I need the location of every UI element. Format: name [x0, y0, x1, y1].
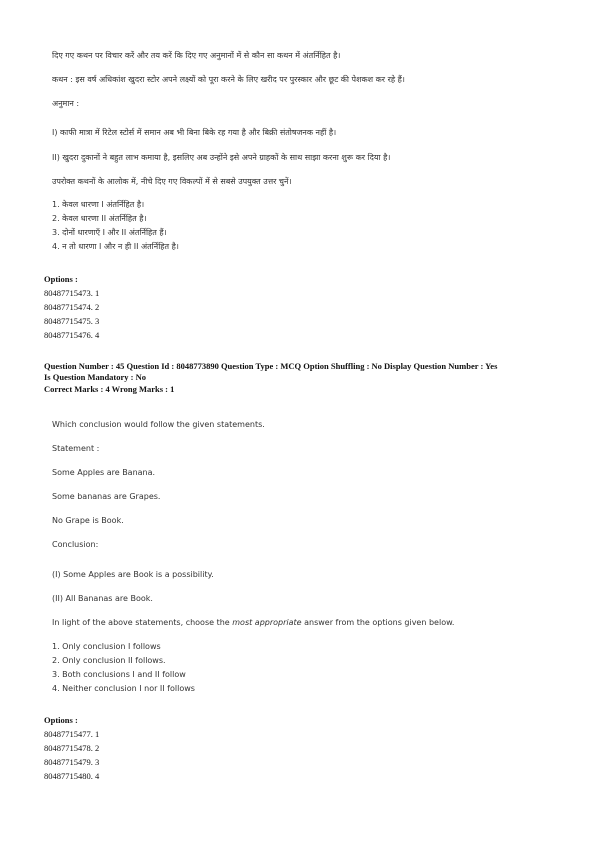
q44-assumption-2: II) खुदरा दुकानों ने बहुत लाभ कमाया है, इसलिए अब उन्होंने इसे अपने ग्राहकों के साथ साझा करना शुरू कर दिया है। — [52, 153, 391, 162]
q44-option-4: 80487715476. 4 — [44, 330, 100, 340]
q44-choice-4: 4. न तो धारणा I और न ही II अंतर्निहित है। — [52, 242, 179, 251]
q45-choice-2: 2. Only conclusion II follows. — [52, 656, 166, 665]
q45-statement-1: Some Apples are Banana. — [52, 468, 156, 477]
q44-assumption-1: I) काफी मात्रा में रिटेल स्टोर्स में समान अब भी बिना बिके रह गया है और बिक्री संतोषजनक नहीं है। — [52, 128, 337, 137]
q45-choice-1: 1. Only conclusion I follows — [52, 642, 161, 651]
q45-options-label: Options : — [44, 715, 78, 725]
q45-question-before: In light of the above statements, choose the — [52, 618, 233, 627]
q45-option-3: 80487715479. 3 — [44, 757, 100, 767]
q44-options-label: Options : — [44, 274, 78, 284]
q45-prompt: Which conclusion would follow the given statements. — [52, 420, 265, 429]
q44-option-2: 80487715474. 2 — [44, 302, 100, 312]
q44-choice-3: 3. दोनों धारणाएँ I और II अंतर्निहित हैं। — [52, 228, 167, 237]
q45-question — [52, 618, 454, 627]
q45-option-2: 80487715478. 2 — [44, 743, 100, 753]
q44-choice-1: 1. केवल धारणा I अंतर्निहित है। — [52, 200, 145, 209]
q45-meta-line-2: Is Question Mandatory : No — [44, 372, 147, 382]
q45-conclusion-2: (II) All Bananas are Book. — [52, 594, 153, 603]
q45-conclusion-1: (I) Some Apples are Book is a possibility. — [52, 570, 214, 579]
q44-option-1: 80487715473. 1 — [44, 288, 100, 298]
q44-statement: कथन : इस वर्ष अधिकांश खुदरा स्टोर अपने लक्ष्यों को पूरा करने के लिए खरीद पर पुरस्कार और छूट की पेशकश कर रहे हैं। — [52, 75, 405, 84]
q45-choice-3: 3. Both conclusions I and II follow — [52, 670, 186, 679]
q45-statement-2: Some bananas are Grapes. — [52, 492, 161, 501]
q44-choice-2: 2. केवल धारणा II अंतर्निहित है। — [52, 214, 147, 223]
q45-option-4: 80487715480. 4 — [44, 771, 100, 781]
q45-conclusion-label: Conclusion: — [52, 540, 99, 549]
q44-option-3: 80487715475. 3 — [44, 316, 100, 326]
q45-statement-label: Statement : — [52, 444, 100, 453]
q45-meta-line-3: Correct Marks : 4 Wrong Marks : 1 — [44, 384, 175, 394]
q45-question-emphasis: most appropriate — [232, 618, 302, 627]
q45-meta-line-1: Question Number : 45 Question Id : 8048773890 Question Type : MCQ Option Shuffling : No Display Question Number : Yes — [44, 361, 498, 371]
q45-question-after: answer from the options given below. — [301, 618, 455, 627]
q44-question: उपरोक्त कथनों के आलोक में, नीचे दिए गए विकल्पों में से सबसे उपयुक्त उत्तर चुनें। — [52, 177, 292, 186]
q44-assumptions-label: अनुमान : — [52, 99, 80, 108]
q44-instruction: दिए गए कथन पर विचार करें और तय करें कि दिए गए अनुमानों में से कौन सा कथन में अंतर्निहित है। — [52, 51, 341, 60]
q45-statement-3: No Grape is Book. — [52, 516, 124, 525]
q45-option-1: 80487715477. 1 — [44, 729, 100, 739]
q45-choice-4: 4. Neither conclusion I nor II follows — [52, 684, 195, 693]
